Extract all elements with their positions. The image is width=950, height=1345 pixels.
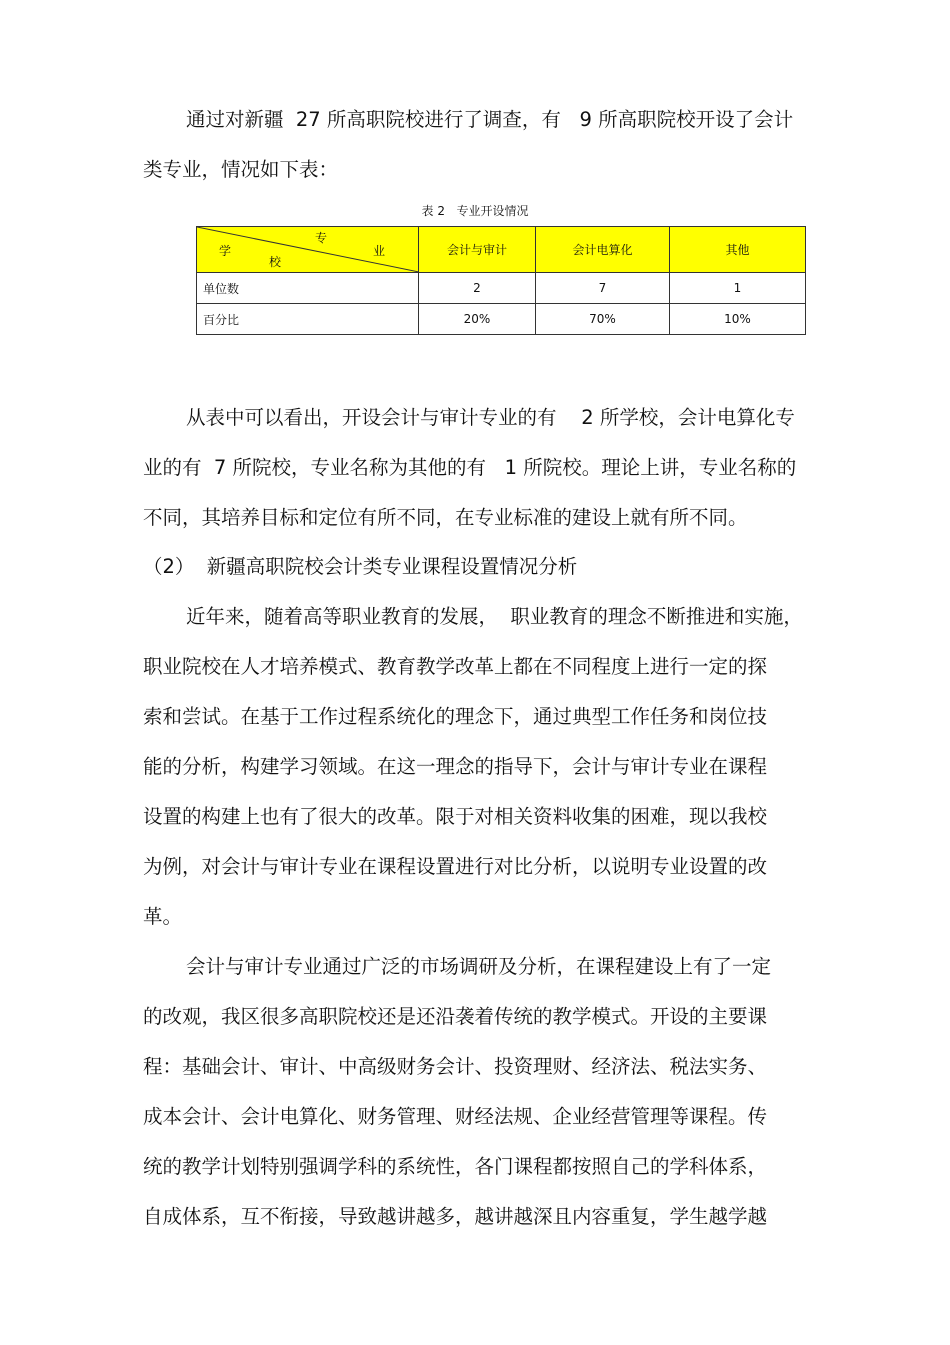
table-cell: 70% [536,304,670,335]
table-caption: 表 2 专业开设情况 [421,204,529,218]
table-cell: 20% [419,304,536,335]
paragraph-1-line-2: 类专业，情况如下表： [143,158,339,181]
paragraph-2-line-3: 不同，其培养目标和定位有所不同，在专业标准的建设上就有所不同。 [143,506,748,529]
paragraph-3-line-7: 革。 [143,905,183,928]
paragraph-4-line-4: 成本会计、会计电算化、财务管理、财经法规、企业经营管理等课程。传 [143,1105,768,1128]
paragraph-3-line-4: 能的分析，构建学习领域。在这一理念的指导下，会计与审计专业在课程 [143,755,768,778]
paragraph-3-line-5: 设置的构建上也有了很大的改革。限于对相关资料收集的困难，现以我校 [143,805,768,828]
specialty-table [196,226,806,335]
paragraph-3-line-6: 为例，对会计与审计专业在课程设置进行对比分析，以说明专业设置的改 [143,855,768,878]
paragraph-4-line-6: 自成体系，互不衔接，导致越讲越多，越讲越深且内容重复，学生越学越 [143,1205,768,1228]
column-header: 其他 [670,227,806,273]
table-cell: 2 [419,273,536,304]
paragraph-2-line-2: 业的有 7 所院校，专业名称为其他的有 1 所院校。理论上讲，专业名称的 [143,456,797,479]
paragraph-4-line-1: 会计与审计专业通过广泛的市场调研及分析，在课程建设上有了一定 [186,955,772,978]
corner-label-top-b: 业 [373,244,386,258]
table-header-row [197,227,806,273]
paragraph-4-line-3: 程：基础会计、审计、中高级财务会计、投资理财、经济法、税法实务、 [143,1055,768,1078]
diagonal-header-cell [197,227,419,273]
paragraph-3-line-3: 索和尝试。在基于工作过程系统化的理念下，通过典型工作任务和岗位技 [143,705,768,728]
corner-label-top-a: 专 [315,231,328,245]
paragraph-3-line-2: 职业院校在人才培养模式、教育教学改革上都在不同程度上进行一定的探 [143,655,768,678]
corner-label-left-a: 学 [219,244,232,258]
column-header: 会计与审计 [419,227,536,273]
row-label: 单位数 [197,273,419,304]
table-row [197,304,806,335]
table-row [197,273,806,304]
paragraph-1-line-1: 通过对新疆 27 所高职院校进行了调查，有 9 所高职院校开设了会计 [186,108,794,131]
table-cell: 1 [670,273,806,304]
table-cell: 10% [670,304,806,335]
corner-label-left-b: 校 [269,255,282,269]
paragraph-2-line-1: 从表中可以看出，开设会计与审计专业的有 2 所学校，会计电算化专 [186,406,795,429]
row-label: 百分比 [197,304,419,335]
column-header: 会计电算化 [536,227,670,273]
paragraph-4-line-2: 的改观，我区很多高职院校还是还沿袭着传统的教学模式。开设的主要课 [143,1005,768,1028]
table-cell: 7 [536,273,670,304]
paragraph-4-line-5: 统的教学计划特别强调学科的系统性，各门课程都按照自己的学科体系， [143,1155,768,1178]
section-heading: （2） 新疆高职院校会计类专业课程设置情况分析 [143,555,578,578]
paragraph-3-line-1: 近年来，随着高等职业教育的发展， 职业教育的理念不断推进和实施， [186,605,803,628]
